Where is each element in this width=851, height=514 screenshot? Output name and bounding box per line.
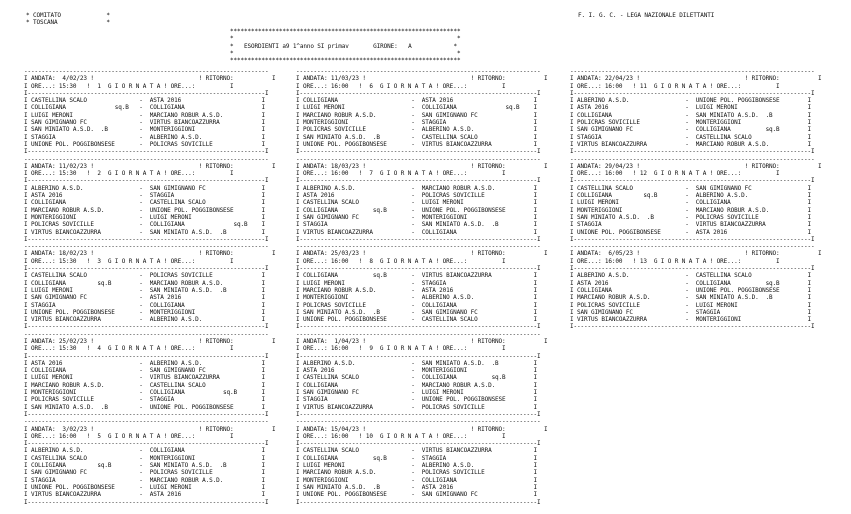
- match-row: I SAN GIMIGNANO FC - VIRTUS BIANCOAZZURRA I: [24, 119, 265, 127]
- round-bottom-rule: I--------------------------------------------------------------------I: [296, 323, 541, 331]
- round-ore-line: I ORE...: 16:00 ! 7 G I O R N A T A ! ORE...: I: [296, 170, 506, 178]
- match-row: I LUIGI MERONI - COLLIGIANA I: [570, 199, 811, 207]
- match-row: I UNIONE POL. POGGIBONSESE - VIRTUS BIANCOAZZURRA I: [296, 140, 537, 148]
- match-row: I POLICRAS SOVICILLE - STAGGIA I: [24, 396, 265, 404]
- round-11: [570, 68, 821, 156]
- match-row: I UNIONE POL. POGGIBONSESE - POLICRAS SOVICILLE I: [24, 140, 265, 148]
- match-row: I MONTERIGGIONI - STAGGIA I: [296, 119, 537, 127]
- round-mid-rule: I--------------------------------------------------------------------I: [296, 352, 541, 360]
- match-row: I ALBERINO A.S.D. - MARCIANO ROBUR A.S.D. I: [296, 184, 537, 192]
- round-bottom-rule: I--------------------------------------------------------------------I: [296, 498, 541, 506]
- round-andata-line: I ANDATA: 1/04/23 ! ! RITORNO: I: [296, 337, 548, 345]
- round-andata-line: I ANDATA: 11/02/23 ! ! RITORNO: I: [24, 162, 276, 170]
- match-row: I SAN MINIATO A.S.D. .B - MONTERIGGIONI I: [24, 126, 265, 134]
- round-top-rule: ----------------------------------------------------------------------: [296, 330, 541, 338]
- round-ore-line: I ORE...: 16:00 ! 12 G I O R N A T A ! ORE...: I: [570, 170, 780, 178]
- round-top-rule: ----------------------------------------------------------------------: [24, 243, 269, 251]
- match-row: I ASTA 2016 - COLLIGIANA sq.B I: [570, 279, 811, 287]
- match-row: I ALBERINO A.S.D. - COLLIGIANA I: [24, 447, 265, 455]
- schedule-column-1: [24, 68, 275, 506]
- round-mid-rule: I--------------------------------------------------------------------I: [296, 177, 541, 185]
- round-ore-line: I ORE...: 16:00 ! 9 G I O R N A T A ! ORE...: I: [296, 345, 506, 353]
- match-row: I SAN GIMIGNANO FC - STAGGIA I: [570, 308, 811, 316]
- match-row: I VIRTUS BIANCOAZZURRA - COLLIGIANA I: [296, 228, 537, 236]
- round-bottom-rule: I--------------------------------------------------------------------I: [296, 148, 541, 156]
- match-row: I VIRTUS BIANCOAZZURRA - POLICRAS SOVICILLE I: [296, 403, 537, 411]
- round-andata-line: I ANDATA: 25/02/23 ! ! RITORNO: I: [24, 337, 276, 345]
- match-row: I SAN GIMIGNANO FC - MONTERIGGIONI I: [296, 213, 537, 221]
- match-row: I MARCIANO ROBUR A.S.D. - POLICRAS SOVICILLE I: [296, 469, 537, 477]
- match-row: I MARCIANO ROBUR A.S.D. - UNIONE POL. POGGIBONSESE I: [24, 206, 265, 214]
- round-andata-line: I ANDATA: 18/02/23 ! ! RITORNO: I: [24, 250, 276, 258]
- match-row: I POLICRAS SOVICILLE - COLLIGIANA I: [296, 301, 537, 309]
- round-andata-line: I ANDATA: 3/02/23 ! ! RITORNO: I: [24, 425, 276, 433]
- match-row: I COLLIGIANA - MARCIANO ROBUR A.S.D. I: [296, 381, 537, 389]
- match-row: I ASTA 2016 - ALBERINO A.S.D. I: [24, 359, 265, 367]
- match-row: I COLLIGIANA sq.B - UNIONE POL. POGGIBONSESE I: [296, 206, 537, 214]
- match-row: I UNIONE POL. POGGIBONSESE - LUIGI MERONI I: [24, 483, 265, 491]
- match-row: I COLLIGIANA sq.B - COLLIGIANA I: [24, 104, 265, 112]
- round-andata-line: I ANDATA: 4/02/23 ! ! RITORNO: I: [24, 75, 276, 83]
- match-row: I ALBERINO A.S.D. - SAN MINIATO A.S.D. .B I: [296, 359, 537, 367]
- match-row: I SAN GIMIGNANO FC - POLICRAS SOVICILLE I: [24, 469, 265, 477]
- banner-blank-bottom: * *: [230, 49, 461, 57]
- round-mid-rule: I--------------------------------------------------------------------I: [24, 177, 269, 185]
- round-2: [24, 156, 275, 244]
- match-row: I SAN MINIATO A.S.D. .B - ASTA 2016 I: [296, 483, 537, 491]
- match-row: I ASTA 2016 - LUIGI MERONI I: [570, 104, 811, 112]
- match-row: I SAN MINIATO A.S.D. .B - SAN GIMIGNANO FC I: [296, 308, 537, 316]
- match-row: I COLLIGIANA - UNIONE POL. POGGIBONSESE I: [570, 286, 811, 294]
- round-top-rule: ----------------------------------------------------------------------: [296, 68, 541, 75]
- match-row: I STAGGIA - MARCIANO ROBUR A.S.D. I: [24, 476, 265, 484]
- schedule-column-2: [296, 68, 547, 506]
- match-row: I VIRTUS BIANCOAZZURRA - ASTA 2016 I: [24, 491, 265, 499]
- round-ore-line: I ORE...: 15:30 ! 4 G I O R N A T A ! ORE...: I: [24, 345, 234, 353]
- round-mid-rule: I--------------------------------------------------------------------I: [296, 89, 541, 97]
- round-mid-rule: I--------------------------------------------------------------------I: [296, 440, 541, 448]
- match-row: I POLICRAS SOVICILLE - COLLIGIANA sq.B I: [24, 221, 265, 229]
- round-ore-line: I ORE...: 15:30 ! 2 G I O R N A T A ! ORE...: I: [24, 170, 234, 178]
- round-top-rule: ----------------------------------------------------------------------: [24, 418, 269, 426]
- match-row: I POLICRAS SOVICILLE - LUIGI MERONI I: [570, 301, 811, 309]
- comitato-line: * COMITATO *: [26, 12, 110, 19]
- round-mid-rule: I--------------------------------------------------------------------I: [24, 89, 269, 97]
- round-andata-line: I ANDATA: 15/04/23 ! ! RITORNO: I: [296, 425, 548, 433]
- round-ore-line: I ORE...: 16:00 ! 11 G I O R N A T A ! ORE...: I: [570, 82, 780, 90]
- round-top-rule: ----------------------------------------------------------------------: [570, 68, 815, 75]
- match-row: I SAN GIMIGNANO FC - LUIGI MERONI I: [296, 389, 537, 397]
- round-bottom-rule: I--------------------------------------------------------------------I: [24, 323, 269, 331]
- round-top-rule: ----------------------------------------------------------------------: [24, 68, 269, 75]
- schedule-column-3: [570, 68, 821, 331]
- match-row: I MONTERIGGIONI - COLLIGIANA sq.B I: [24, 389, 265, 397]
- championship-banner: [230, 28, 461, 64]
- round-mid-rule: I--------------------------------------------------------------------I: [296, 265, 541, 273]
- match-row: I COLLIGIANA sq.B - ALBERINO A.S.D. I: [570, 192, 811, 200]
- match-row: I STAGGIA - CASTELLINA SCALO I: [570, 133, 811, 141]
- match-row: I LUIGI MERONI - ALBERINO A.S.D. I: [296, 462, 537, 470]
- match-row: I COLLIGIANA - CASTELLINA SCALO I: [24, 199, 265, 207]
- match-row: I LUIGI MERONI - COLLIGIANA sq.B I: [296, 104, 537, 112]
- match-row: I UNIONE POL. POGGIBONSESE - MONTERIGGIONI I: [24, 308, 265, 316]
- round-top-rule: ----------------------------------------------------------------------: [570, 155, 815, 163]
- round-ore-line: I ORE...: 15:30 ! 3 G I O R N A T A ! ORE...: I: [24, 257, 234, 265]
- match-row: I SAN GIMIGNANO FC - COLLIGIANA sq.B I: [570, 126, 811, 134]
- match-row: I STAGGIA - SAN MINIATO A.S.D. .B I: [296, 221, 537, 229]
- match-row: I MARCIANO ROBUR A.S.D. - SAN MINIATO A.S.D. .B I: [570, 294, 811, 302]
- round-andata-line: I ANDATA: 11/03/23 ! ! RITORNO: I: [296, 75, 548, 83]
- round-13: [570, 243, 821, 331]
- round-bottom-rule: I--------------------------------------------------------------------I: [570, 323, 815, 331]
- match-row: I LUIGI MERONI - MARCIANO ROBUR A.S.D. I: [24, 111, 265, 119]
- match-row: I CASTELLINA SCALO - ASTA 2016 I: [24, 97, 265, 105]
- match-row: I VIRTUS BIANCOAZZURRA - MONTERIGGIONI I: [570, 316, 811, 324]
- round-ore-line: I ORE...: 16:00 ! 13 G I O R N A T A ! ORE...: I: [570, 257, 780, 265]
- banner-border-top: ******************************************************************: [230, 28, 461, 35]
- round-mid-rule: I--------------------------------------------------------------------I: [24, 440, 269, 448]
- round-7: [296, 156, 547, 244]
- round-mid-rule: I--------------------------------------------------------------------I: [24, 352, 269, 360]
- match-row: I COLLIGIANA sq.B - SAN MINIATO A.S.D. .B I: [24, 462, 265, 470]
- match-row: I STAGGIA - COLLIGIANA I: [24, 301, 265, 309]
- match-row: I STAGGIA - VIRTUS BIANCOAZZURRA I: [570, 221, 811, 229]
- round-ore-line: I ORE...: 15:30 ! 1 G I O R N A T A ! ORE...: I: [24, 82, 234, 90]
- committee-header: [26, 12, 110, 27]
- round-top-rule: ----------------------------------------------------------------------: [296, 155, 541, 163]
- match-row: I POLICRAS SOVICILLE - ALBERINO A.S.D. I: [296, 126, 537, 134]
- round-top-rule: ----------------------------------------------------------------------: [296, 243, 541, 251]
- match-row: I CASTELLINA SCALO - VIRTUS BIANCOAZZURRA I: [296, 447, 537, 455]
- round-mid-rule: I--------------------------------------------------------------------I: [570, 177, 815, 185]
- match-row: I ASTA 2016 - STAGGIA I: [24, 192, 265, 200]
- round-5: [24, 418, 275, 506]
- banner-border-bottom: ******************************************************************: [230, 57, 461, 65]
- toscana-line: * TOSCANA *: [26, 19, 110, 27]
- round-4: [24, 331, 275, 419]
- match-row: I MONTERIGGIONI - LUIGI MERONI I: [24, 213, 265, 221]
- round-3: [24, 243, 275, 331]
- match-row: I SAN MINIATO A.S.D. .B - POLICRAS SOVICILLE I: [570, 213, 811, 221]
- round-ore-line: I ORE...: 16:00 ! 5 G I O R N A T A ! ORE...: I: [24, 432, 234, 440]
- round-andata-line: I ANDATA: 29/04/23 ! ! RITORNO: I: [570, 162, 822, 170]
- round-bottom-rule: I--------------------------------------------------------------------I: [296, 235, 541, 243]
- match-row: I CASTELLINA SCALO - COLLIGIANA sq.B I: [296, 374, 537, 382]
- round-bottom-rule: I--------------------------------------------------------------------I: [24, 498, 269, 506]
- round-bottom-rule: I--------------------------------------------------------------------I: [570, 148, 815, 156]
- match-row: I CASTELLINA SCALO - MONTERIGGIONI I: [24, 454, 265, 462]
- round-andata-line: I ANDATA: 22/04/23 ! ! RITORNO: I: [570, 75, 822, 83]
- round-bottom-rule: I--------------------------------------------------------------------I: [24, 410, 269, 418]
- match-row: I VIRTUS BIANCOAZZURRA - SAN MINIATO A.S.D. .B I: [24, 228, 265, 236]
- round-ore-line: I ORE...: 16:00 ! 6 G I O R N A T A ! ORE...: I: [296, 82, 506, 90]
- match-row: I UNIONE POL. POGGIBONSESE - CASTELLINA SCALO I: [296, 316, 537, 324]
- match-row: I LUIGI MERONI - STAGGIA I: [296, 279, 537, 287]
- match-row: I MONTERIGGIONI - MARCIANO ROBUR A.S.D. I: [570, 206, 811, 214]
- round-ore-line: I ORE...: 16:00 ! 10 G I O R N A T A ! ORE...: I: [296, 432, 506, 440]
- figc-header: F. I. G. C. - LEGA NAZIONALE DILETTANTI: [578, 12, 715, 19]
- banner-title: * ESORDIENTI a9 1^anno SI primav GIRONE: A *: [230, 42, 458, 50]
- round-top-rule: ----------------------------------------------------------------------: [24, 155, 269, 163]
- match-row: I COLLIGIANA - SAN GIMIGNANO FC I: [24, 367, 265, 375]
- match-row: I MARCIANO ROBUR A.S.D. - CASTELLINA SCALO I: [24, 381, 265, 389]
- match-row: I MARCIANO ROBUR A.S.D. - ASTA 2016 I: [296, 286, 537, 294]
- round-12: [570, 156, 821, 244]
- round-6: [296, 68, 547, 156]
- round-andata-line: I ANDATA: 6/05/23 ! ! RITORNO: I: [570, 250, 822, 258]
- match-row: I COLLIGIANA sq.B - MARCIANO ROBUR A.S.D. I: [24, 279, 265, 287]
- match-row: I VIRTUS BIANCOAZZURRA - MARCIANO ROBUR A.S.D. I: [570, 140, 811, 148]
- round-bottom-rule: I--------------------------------------------------------------------I: [24, 235, 269, 243]
- round-top-rule: ----------------------------------------------------------------------: [296, 418, 541, 426]
- round-1: [24, 68, 275, 156]
- match-row: I UNIONE POL. POGGIBONSESE - SAN GIMIGNANO FC I: [296, 491, 537, 499]
- match-row: I MARCIANO ROBUR A.S.D. - SAN GIMIGNANO FC I: [296, 111, 537, 119]
- match-row: I ALBERINO A.S.D. - UNIONE POL. POGGIBONSESE I: [570, 97, 811, 105]
- match-row: I COLLIGIANA sq.B - STAGGIA I: [296, 454, 537, 462]
- match-row: I STAGGIA - ALBERINO A.S.D. I: [24, 133, 265, 141]
- match-row: I SAN MINIATO A.S.D. .B - CASTELLINA SCALO I: [296, 133, 537, 141]
- round-bottom-rule: I--------------------------------------------------------------------I: [296, 410, 541, 418]
- match-row: I ALBERINO A.S.D. - CASTELLINA SCALO I: [570, 272, 811, 280]
- round-10: [296, 418, 547, 506]
- match-row: I ASTA 2016 - POLICRAS SOVICILLE I: [296, 192, 537, 200]
- match-row: I POLICRAS SOVICILLE - MONTERIGGIONI I: [570, 119, 811, 127]
- match-row: I MONTERIGGIONI - ALBERINO A.S.D. I: [296, 294, 537, 302]
- round-mid-rule: I--------------------------------------------------------------------I: [570, 89, 815, 97]
- round-9: [296, 331, 547, 419]
- banner-blank-top: * *: [230, 35, 461, 43]
- round-top-rule: ----------------------------------------------------------------------: [570, 243, 815, 251]
- match-row: I COLLIGIANA - ASTA 2016 I: [296, 97, 537, 105]
- match-row: I LUIGI MERONI - SAN MINIATO A.S.D. .B I: [24, 286, 265, 294]
- match-row: I STAGGIA - UNIONE POL. POGGIBONSESE I: [296, 396, 537, 404]
- round-andata-line: I ANDATA: 25/03/23 ! ! RITORNO: I: [296, 250, 548, 258]
- round-mid-rule: I--------------------------------------------------------------------I: [24, 265, 269, 273]
- round-andata-line: I ANDATA: 18/03/23 ! ! RITORNO: I: [296, 162, 548, 170]
- round-ore-line: I ORE...: 16:00 ! 8 G I O R N A T A ! ORE...: I: [296, 257, 506, 265]
- match-row: I CASTELLINA SCALO - LUIGI MERONI I: [296, 199, 537, 207]
- match-row: I UNIONE POL. POGGIBONSESE - ASTA 2016 I: [570, 228, 811, 236]
- match-row: I SAN GIMIGNANO FC - ASTA 2016 I: [24, 294, 265, 302]
- match-row: I VIRTUS BIANCOAZZURRA - ALBERINO A.S.D. I: [24, 316, 265, 324]
- match-row: I COLLIGIANA - SAN MINIATO A.S.D. .B I: [570, 111, 811, 119]
- match-row: I MONTERIGGIONI - COLLIGIANA I: [296, 476, 537, 484]
- round-8: [296, 243, 547, 331]
- match-row: I LUIGI MERONI - VIRTUS BIANCOAZZURRA I: [24, 374, 265, 382]
- round-bottom-rule: I--------------------------------------------------------------------I: [570, 235, 815, 243]
- match-row: I CASTELLINA SCALO - SAN GIMIGNANO FC I: [570, 184, 811, 192]
- match-row: I ALBERINO A.S.D. - SAN GIMIGNANO FC I: [24, 184, 265, 192]
- match-row: I SAN MINIATO A.S.D. .B - UNIONE POL. POGGIBONSESE I: [24, 403, 265, 411]
- match-row: I ASTA 2016 - MONTERIGGIONI I: [296, 367, 537, 375]
- round-mid-rule: I--------------------------------------------------------------------I: [570, 265, 815, 273]
- match-row: I COLLIGIANA sq.B - VIRTUS BIANCOAZZURRA I: [296, 272, 537, 280]
- round-top-rule: ----------------------------------------------------------------------: [24, 330, 269, 338]
- round-bottom-rule: I--------------------------------------------------------------------I: [24, 148, 269, 156]
- match-row: I CASTELLINA SCALO - POLICRAS SOVICILLE I: [24, 272, 265, 280]
